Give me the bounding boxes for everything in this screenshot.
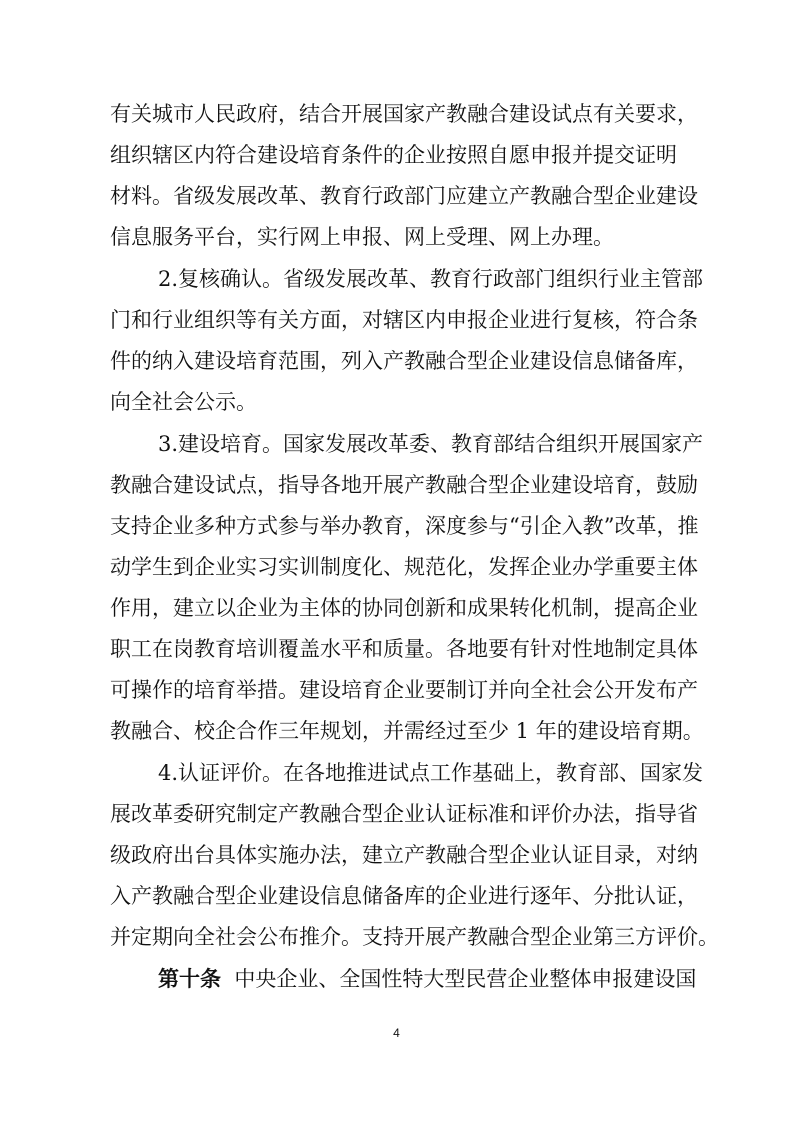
paragraph-start: 2.复核确认。省级发展改革、教育行政部门组织行业主管部 xyxy=(158,267,704,291)
text-line: 可操作的培育举措。建设培育企业要制订并向全社会公开发布产 xyxy=(110,678,698,702)
page-number: 4 xyxy=(393,1026,400,1040)
text-line: 向全社会公示。 xyxy=(110,390,257,414)
text-line: 教融合、校企合作三年规划，并需经过至少 1 年的建设培育期。 xyxy=(110,719,704,743)
text-line: 支持企业多种方式参与举办教育，深度参与“引企入教”改革，推 xyxy=(110,514,699,538)
text-line: 职工在岗教育培训覆盖水平和质量。各地要有针对性地制定具体 xyxy=(110,637,698,661)
text-line: 材料。省级发展改革、教育行政部门应建立产教融合型企业建设 xyxy=(110,184,698,208)
text-line: 教融合建设试点，指导各地开展产教融合型企业建设培育，鼓励 xyxy=(110,473,698,497)
article-heading: 第十条 xyxy=(158,966,221,991)
text-line: 组织辖区内符合建设培育条件的企业按照自愿申报并提交证明 xyxy=(110,143,677,167)
text-line: 作用，建立以企业为主体的协同创新和成果转化机制，提高企业 xyxy=(110,596,698,620)
text-line: 入产教融合型企业建设信息储备库的企业进行逐年、分批认证， xyxy=(110,884,698,908)
text-line: 有关城市人民政府，结合开展国家产教融合建设试点有关要求， xyxy=(110,102,698,126)
text-line: 件的纳入建设培育范围，列入产教融合型企业建设信息储备库， xyxy=(110,349,698,373)
article-text: 中央企业、全国性特大型民营企业整体申报建设国 xyxy=(221,967,697,991)
text-line: 信息服务平台，实行网上申报、网上受理、网上办理。 xyxy=(110,225,614,249)
paragraph-start: 4.认证评价。在各地推进试点工作基础上，教育部、国家发 xyxy=(158,761,704,785)
text-line: 门和行业组织等有关方面，对辖区内申报企业进行复核，符合条 xyxy=(110,308,698,332)
paragraph-start: 3.建设培育。国家发展改革委、教育部结合组织开展国家产 xyxy=(158,432,704,456)
text-line: 展改革委研究制定产教融合型企业认证标准和评价办法，指导省 xyxy=(110,802,698,826)
text-line: 并定期向全社会公布推介。支持开展产教融合型企业第三方评价。 xyxy=(110,925,719,949)
article-line xyxy=(158,960,697,998)
text-line: 级政府出台具体实施办法，建立产教融合型企业认证目录，对纳 xyxy=(110,843,698,867)
text-line: 动学生到企业实习实训制度化、规范化，发挥企业办学重要主体 xyxy=(110,555,698,579)
